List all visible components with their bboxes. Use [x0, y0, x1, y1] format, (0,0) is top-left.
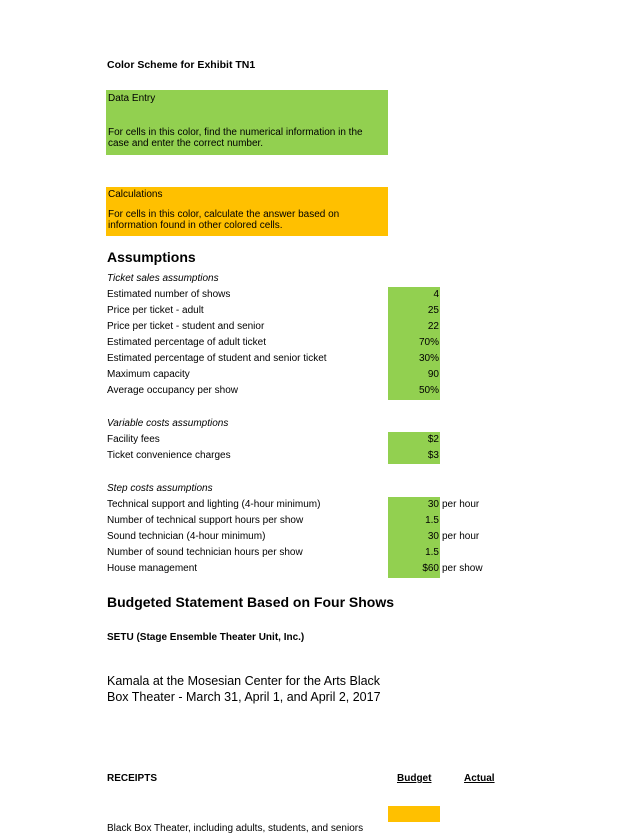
legend-data-entry — [106, 90, 388, 155]
row-value[interactable]: 70% — [418, 337, 439, 348]
row-value[interactable]: 1.5 — [425, 515, 439, 526]
row-label: Facility fees — [107, 434, 160, 445]
row-label: Ticket convenience charges — [107, 450, 231, 461]
row-value[interactable]: $60 — [422, 563, 439, 574]
legend-data-entry-text: For cells in this color, find the numerical information in the case and enter the correct number. — [108, 127, 363, 149]
row-value[interactable]: 22 — [427, 321, 439, 332]
row-value[interactable]: 30 — [427, 531, 439, 542]
event-description: Kamala at the Mosesian Center for the Arts Black Box Theater - March 31, April 1, and April 2, 2017 — [107, 674, 381, 704]
actual-column-header: Actual — [464, 773, 495, 784]
row-label: Estimated percentage of student and senior ticket — [107, 353, 327, 364]
row-unit: per hour — [442, 499, 480, 510]
row-value[interactable]: $3 — [427, 450, 439, 461]
receipts-budget-cell[interactable] — [388, 806, 440, 822]
row-label: Number of technical support hours per show — [107, 515, 304, 526]
row-label: Number of sound technician hours per show — [107, 547, 303, 558]
legend-data-entry-title: Data Entry — [108, 93, 156, 104]
receipts-row-label: Black Box Theater, including adults, students, and seniors — [107, 823, 364, 834]
row-label: Sound technician (4-hour minimum) — [107, 531, 266, 542]
row-value[interactable]: 30% — [418, 353, 439, 364]
variable-costs-subheading: Variable costs assumptions — [107, 418, 229, 429]
row-label: Average occupancy per show — [107, 385, 239, 396]
legend-calculations-title: Calculations — [108, 189, 163, 200]
row-value[interactable]: 4 — [433, 289, 439, 300]
budget-column-header: Budget — [397, 773, 432, 784]
row-label: Price per ticket - adult — [107, 305, 204, 316]
receipts-label: RECEIPTS — [107, 773, 158, 784]
legend-calculations-text: For cells in this color, calculate the answer based on information found in other colored cells. — [108, 209, 340, 231]
row-label: Estimated number of shows — [107, 289, 231, 300]
assumptions-heading: Assumptions — [107, 249, 196, 265]
row-unit: per hour — [442, 531, 480, 542]
page-title: Color Scheme for Exhibit TN1 — [107, 59, 256, 71]
row-label: Maximum capacity — [107, 369, 190, 380]
row-label: Estimated percentage of adult ticket — [107, 337, 266, 348]
ticket-sales-subheading: Ticket sales assumptions — [107, 273, 219, 284]
budget-heading: Budgeted Statement Based on Four Shows — [107, 594, 395, 610]
row-value[interactable]: 25 — [427, 305, 439, 316]
row-label: House management — [107, 563, 198, 574]
step-costs-subheading: Step costs assumptions — [107, 483, 213, 494]
row-value[interactable]: 1.5 — [425, 547, 439, 558]
legend-calculations — [106, 187, 388, 236]
row-unit: per show — [442, 563, 483, 574]
row-value[interactable]: $2 — [427, 434, 439, 445]
row-value[interactable]: 30 — [427, 499, 439, 510]
row-value[interactable]: 50% — [418, 385, 439, 396]
row-value[interactable]: 90 — [427, 369, 439, 380]
organization-name: SETU (Stage Ensemble Theater Unit, Inc.) — [107, 632, 305, 643]
row-label: Technical support and lighting (4-hour minimum) — [107, 499, 321, 510]
row-label: Price per ticket - student and senior — [107, 321, 265, 332]
